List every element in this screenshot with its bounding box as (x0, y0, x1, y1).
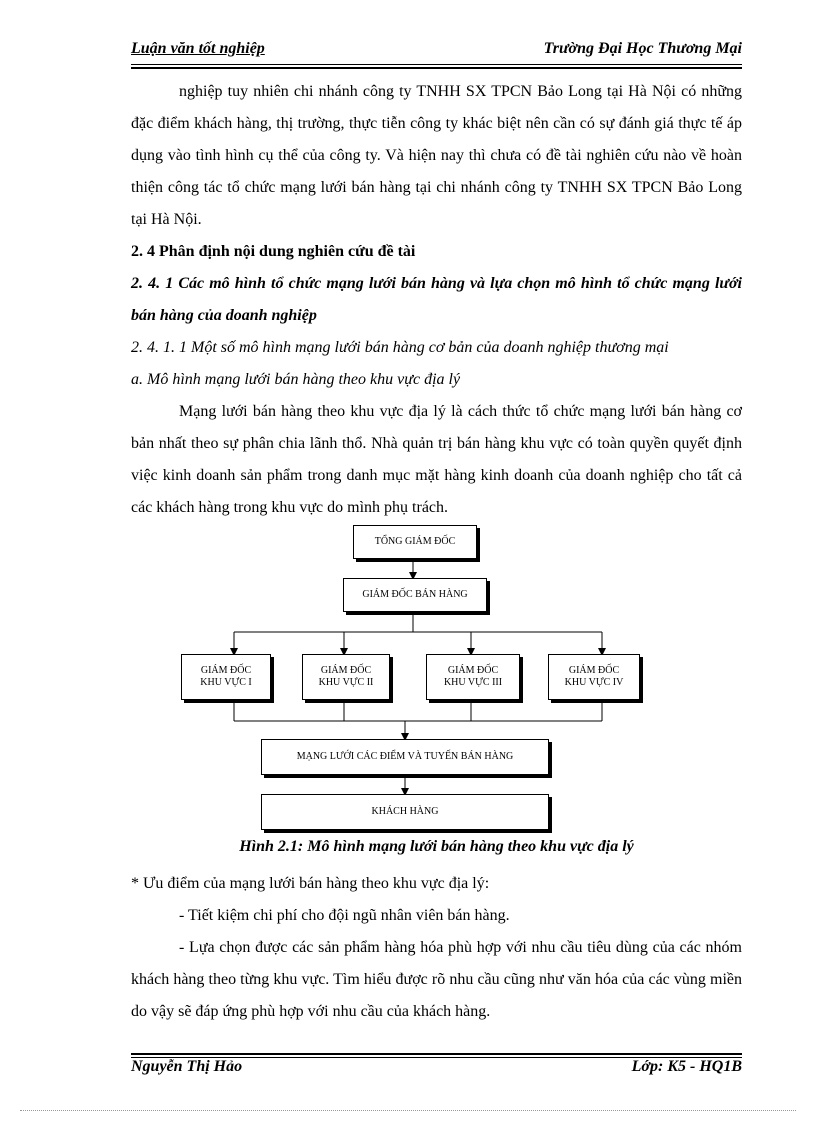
box-region-3 (426, 654, 520, 700)
heading-2-4-1-1: 2. 4. 1. 1 Một số mô hình mạng lưới bán hàng cơ bản của doanh nghiệp thương mại (131, 339, 669, 356)
footer-author: Nguyễn Thị Hảo (131, 1058, 243, 1075)
advantage-item-1: - Tiết kiệm chi phí cho đội ngũ nhân viên bán hàng. (179, 907, 510, 924)
region-2-line2: KHU VỰC II (318, 677, 374, 688)
box-customers-label: KHÁCH HÀNG (371, 806, 439, 817)
paragraph-intro: nghiệp tuy nhiên chi nhánh công ty TNHH SX TPCN Bảo Long tại Hà Nội có những đặc điểm khách hàng, thị trường, thực tiễn công ty khác biệt nên cần có sự đánh giá thực tế áp dụng vào tình hình cụ thể của công ty. Và hiện nay thì chưa có đề tài nghiên cứu nào về hoàn thiện công tác tổ chức mạng lưới bán hàng tại chi nhánh công ty TNHH SX TPCN Bảo Long tại Hà Nội. (131, 83, 742, 228)
footer-class: Lớp: K5 - HQ1B (631, 1058, 742, 1075)
region-2-line1: GIÁM ĐỐC (320, 665, 372, 676)
heading-2-4-1: 2. 4. 1 Các mô hình tổ chức mạng lưới bán hàng và lựa chọn mô hình tổ chức mạng lưới bán hàng của doanh nghiệp (131, 275, 742, 324)
box-sales-director (343, 578, 487, 612)
region-1-line1: GIÁM ĐỐC (200, 665, 252, 676)
figure-caption: Hình 2.1: Mô hình mạng lưới bán hàng theo khu vực địa lý (239, 838, 634, 855)
footer-rule-thick (131, 1053, 742, 1055)
box-region-2 (302, 654, 390, 700)
heading-a: a. Mô hình mạng lưới bán hàng theo khu vực địa lý (131, 371, 461, 388)
page-footer (131, 1058, 742, 1084)
region-1-line2: KHU VỰC I (200, 677, 252, 688)
header-right: Trường Đại Học Thương Mại (543, 40, 742, 57)
box-sales-director-label: GIÁM ĐỐC BÁN HÀNG (362, 589, 468, 600)
box-ceo (353, 525, 477, 559)
heading-2-4: 2. 4 Phân định nội dung nghiên cứu đề tài (131, 243, 416, 260)
header-left: Luận văn tốt nghiệp (131, 40, 265, 57)
region-3-line1: GIÁM ĐỐC (447, 665, 499, 676)
box-region-1 (181, 654, 271, 700)
box-sales-network-label: MẠNG LƯỚI CÁC ĐIỂM VÀ TUYẾN BÁN HÀNG (296, 751, 514, 762)
advantage-item-2: - Lựa chọn được các sản phẩm hàng hóa phù hợp với nhu cầu tiêu dùng của các nhóm khách hàng theo từng khu vực. Tìm hiểu được rõ nhu cầu cũng như văn hóa của các vùng miền do vậy sẽ đáp ứng phù hợp với nhu cầu của khách hàng. (131, 939, 742, 1020)
region-4-line2: KHU VỰC IV (564, 677, 624, 688)
region-3-line2: KHU VỰC III (443, 677, 503, 688)
box-customers (261, 794, 549, 830)
box-region-4 (548, 654, 640, 700)
box-sales-network (261, 739, 549, 775)
box-ceo-label: TỔNG GIÁM ĐỐC (374, 536, 456, 547)
advantages-title: * Ưu điểm của mạng lưới bán hàng theo khu vực địa lý: (131, 875, 490, 892)
region-4-line1: GIÁM ĐỐC (568, 665, 620, 676)
paragraph-regional: Mạng lưới bán hàng theo khu vực địa lý là cách thức tổ chức mạng lưới bán hàng cơ bản nhất theo sự phân chia lãnh thổ. Nhà quản trị bán hàng khu vực có toàn quyền quyết định việc kinh doanh sản phẩm trong danh mục mặt hàng kinh doanh của doanh nghiệp cho tất cả các khách hàng trong khu vực do mình phụ trách. (131, 403, 742, 516)
advantages-section (131, 868, 742, 1028)
page-bottom-border (20, 1110, 796, 1111)
